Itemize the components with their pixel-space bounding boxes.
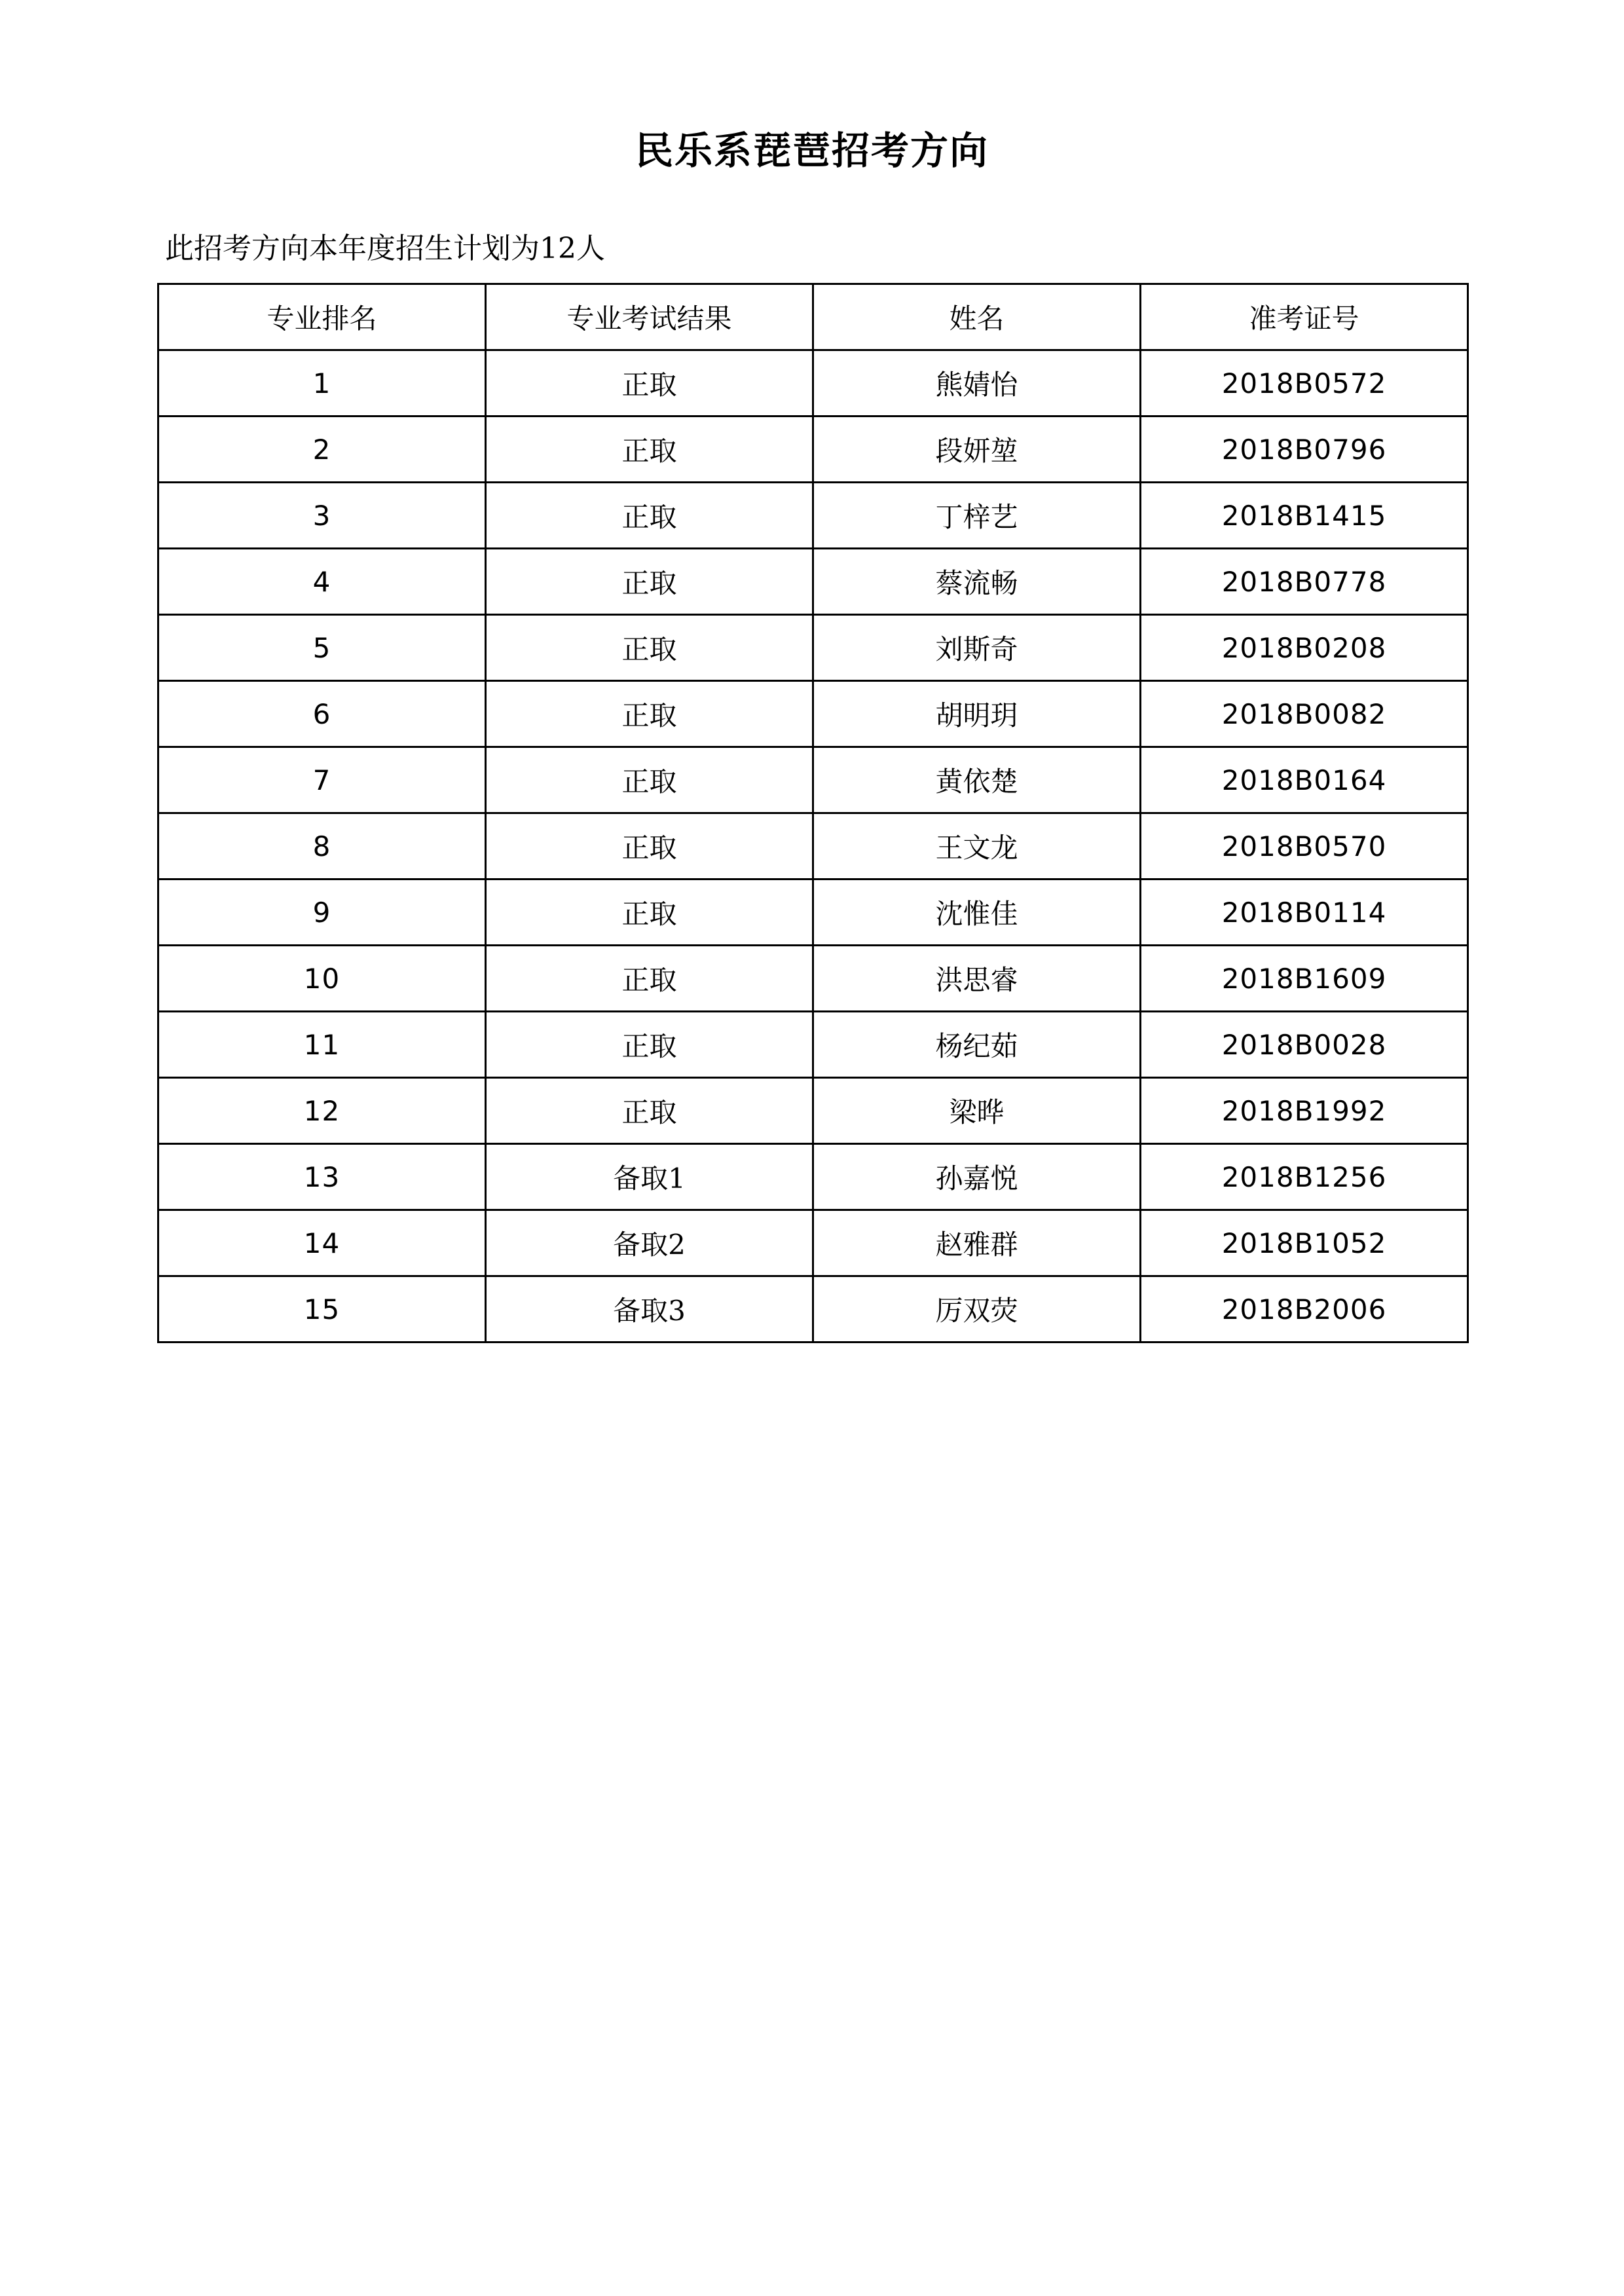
cell-name: 王文龙 <box>813 813 1141 880</box>
cell-name: 赵雅群 <box>813 1210 1141 1276</box>
table-row <box>158 946 1468 1012</box>
cell-exam-id: 2018B0082 <box>1141 681 1468 747</box>
cell-name: 黄依楚 <box>813 747 1141 813</box>
cell-rank: 11 <box>158 1012 486 1078</box>
cell-rank: 1 <box>158 350 486 417</box>
header-rank: 专业排名 <box>158 284 486 350</box>
table-row <box>158 1078 1468 1144</box>
table-row <box>158 813 1468 880</box>
cell-rank: 8 <box>158 813 486 880</box>
cell-exam-id: 2018B1256 <box>1141 1144 1468 1210</box>
table-row <box>158 1210 1468 1276</box>
cell-result: 正取 <box>486 1078 813 1144</box>
cell-rank: 2 <box>158 417 486 483</box>
admission-results-table <box>157 283 1469 1343</box>
header-exam-result: 专业考试结果 <box>486 284 813 350</box>
cell-name: 刘斯奇 <box>813 615 1141 681</box>
cell-exam-id: 2018B1992 <box>1141 1078 1468 1144</box>
cell-name: 段妍堃 <box>813 417 1141 483</box>
cell-name: 孙嘉悦 <box>813 1144 1141 1210</box>
cell-exam-id: 2018B0208 <box>1141 615 1468 681</box>
cell-exam-id: 2018B0114 <box>1141 880 1468 946</box>
cell-name: 蔡流畅 <box>813 549 1141 615</box>
table-row <box>158 549 1468 615</box>
cell-result: 正取 <box>486 681 813 747</box>
cell-result: 正取 <box>486 946 813 1012</box>
table-row <box>158 1012 1468 1078</box>
table-row <box>158 880 1468 946</box>
cell-exam-id: 2018B0796 <box>1141 417 1468 483</box>
cell-rank: 9 <box>158 880 486 946</box>
page-title: 民乐系琵琶招考方向 <box>635 128 989 173</box>
cell-rank: 12 <box>158 1078 486 1144</box>
cell-name: 洪思睿 <box>813 946 1141 1012</box>
cell-result: 正取 <box>486 813 813 880</box>
cell-result: 正取 <box>486 880 813 946</box>
table-row <box>158 747 1468 813</box>
header-exam-id: 准考证号 <box>1141 284 1468 350</box>
cell-rank: 13 <box>158 1144 486 1210</box>
cell-rank: 5 <box>158 615 486 681</box>
header-name: 姓名 <box>813 284 1141 350</box>
cell-rank: 10 <box>158 946 486 1012</box>
cell-result: 备取1 <box>486 1144 813 1210</box>
table-row <box>158 615 1468 681</box>
table-row <box>158 483 1468 549</box>
enrollment-plan-note: 此招考方向本年度招生计划为12人 <box>165 232 605 265</box>
cell-exam-id: 2018B0028 <box>1141 1012 1468 1078</box>
table-row <box>158 350 1468 417</box>
cell-result: 正取 <box>486 483 813 549</box>
table-row <box>158 1276 1468 1342</box>
cell-exam-id: 2018B1415 <box>1141 483 1468 549</box>
cell-name: 杨纪茹 <box>813 1012 1141 1078</box>
cell-rank: 14 <box>158 1210 486 1276</box>
cell-name: 熊婧怡 <box>813 350 1141 417</box>
cell-exam-id: 2018B0164 <box>1141 747 1468 813</box>
cell-exam-id: 2018B0570 <box>1141 813 1468 880</box>
cell-result: 备取3 <box>486 1276 813 1342</box>
cell-exam-id: 2018B1052 <box>1141 1210 1468 1276</box>
cell-rank: 15 <box>158 1276 486 1342</box>
cell-result: 备取2 <box>486 1210 813 1276</box>
cell-result: 正取 <box>486 417 813 483</box>
cell-name: 梁晔 <box>813 1078 1141 1144</box>
table-row <box>158 681 1468 747</box>
cell-exam-id: 2018B0778 <box>1141 549 1468 615</box>
cell-name: 胡明玥 <box>813 681 1141 747</box>
cell-rank: 4 <box>158 549 486 615</box>
cell-exam-id: 2018B1609 <box>1141 946 1468 1012</box>
cell-result: 正取 <box>486 615 813 681</box>
cell-result: 正取 <box>486 1012 813 1078</box>
cell-rank: 7 <box>158 747 486 813</box>
table-row <box>158 417 1468 483</box>
cell-name: 厉双荧 <box>813 1276 1141 1342</box>
cell-result: 正取 <box>486 747 813 813</box>
table-row <box>158 1144 1468 1210</box>
cell-name: 沈惟佳 <box>813 880 1141 946</box>
cell-result: 正取 <box>486 549 813 615</box>
cell-rank: 3 <box>158 483 486 549</box>
cell-result: 正取 <box>486 350 813 417</box>
cell-exam-id: 2018B0572 <box>1141 350 1468 417</box>
cell-rank: 6 <box>158 681 486 747</box>
cell-exam-id: 2018B2006 <box>1141 1276 1468 1342</box>
table-header-row <box>158 284 1468 350</box>
cell-name: 丁梓艺 <box>813 483 1141 549</box>
